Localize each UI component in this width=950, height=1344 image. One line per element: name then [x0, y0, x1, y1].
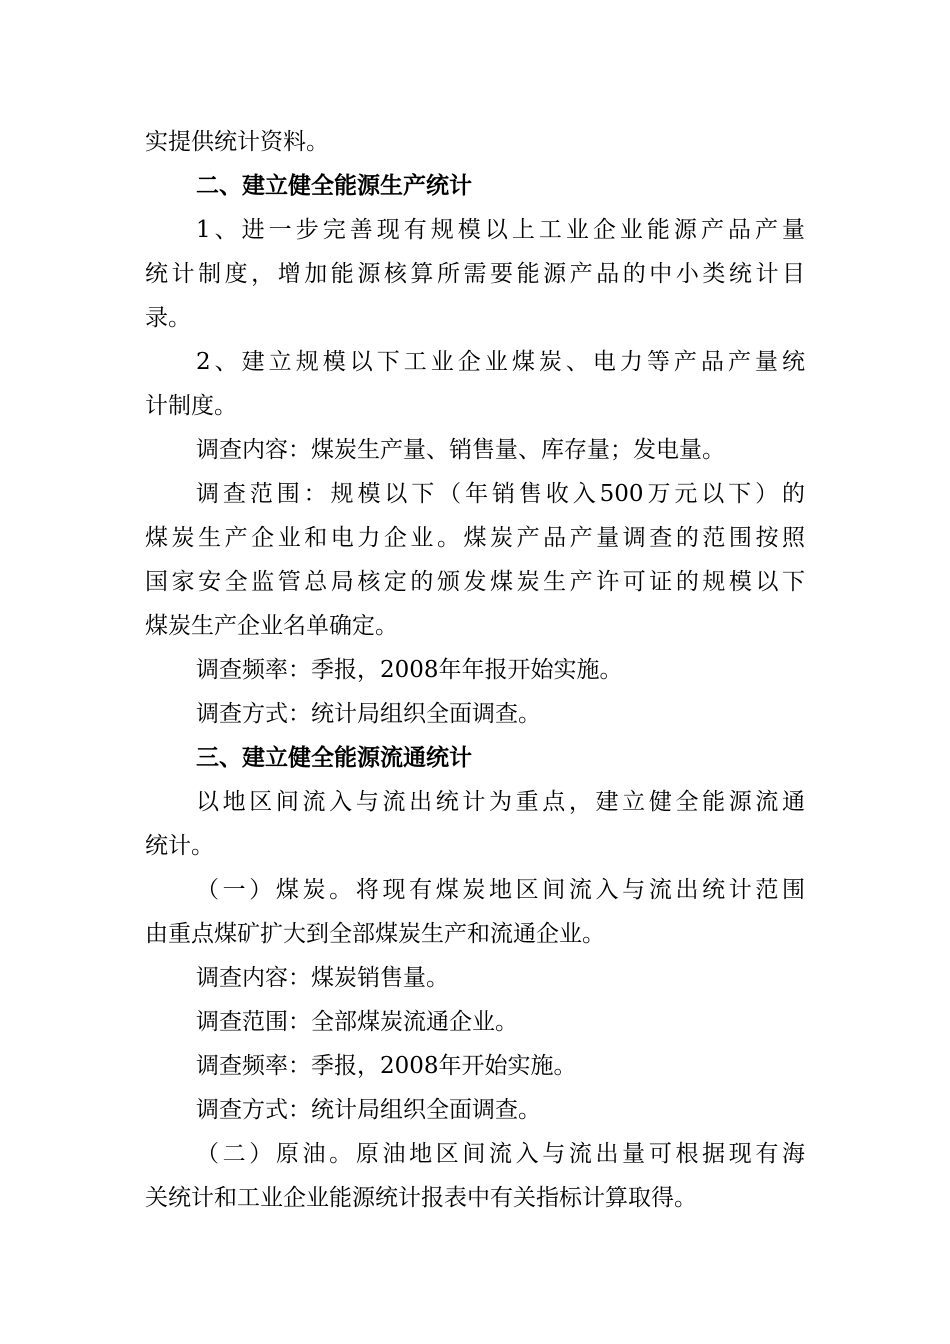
paragraph-line: 国家安全监管总局核定的颁发煤炭生产许可证的规模以下	[145, 569, 805, 595]
paragraph-line: 调查方式：统计局组织全面调查。	[196, 701, 541, 727]
paragraph-line: 调查方式：统计局组织全面调查。	[196, 1097, 541, 1123]
paragraph-line: 计制度。	[145, 393, 237, 419]
paragraph-line: 煤炭生产企业名单确定。	[145, 613, 398, 639]
paragraph-line: 调查内容：煤炭销售量。	[196, 965, 449, 991]
paragraph-line: 1、进一步完善现有规模以上工业企业能源产品产量	[196, 217, 805, 243]
paragraph-line: 由重点煤矿扩大到全部煤炭生产和流通企业。	[145, 921, 605, 947]
paragraph-line: 统计制度，增加能源核算所需要能源产品的中小类统计目	[145, 261, 805, 287]
paragraph-line: 2、建立规模以下工业企业煤炭、电力等产品产量统	[196, 349, 805, 375]
paragraph-line: 实提供统计资料。	[145, 129, 329, 155]
paragraph-line: 统计。	[145, 833, 214, 859]
paragraph-line: 关统计和工业企业能源统计报表中有关指标计算取得。	[145, 1185, 697, 1211]
paragraph-line: 调查范围：规模以下（年销售收入500万元以下）的	[196, 481, 805, 507]
paragraph-line: （二）原油。原油地区间流入与流出量可根据现有海	[196, 1141, 805, 1167]
paragraph-line: （一）煤炭。将现有煤炭地区间流入与流出统计范围	[196, 877, 805, 903]
paragraph-line: 调查范围：全部煤炭流通企业。	[196, 1009, 518, 1035]
paragraph-line: 煤炭生产企业和电力企业。煤炭产品产量调查的范围按照	[145, 525, 805, 551]
paragraph-line: 调查频率：季报，2008年年报开始实施。	[196, 657, 623, 683]
paragraph-line: 调查频率：季报，2008年开始实施。	[196, 1053, 577, 1079]
paragraph-line: 调查内容：煤炭生产量、销售量、库存量；发电量。	[196, 437, 725, 463]
section-heading: 二、建立健全能源生产统计	[196, 173, 472, 199]
section-heading: 三、建立健全能源流通统计	[196, 745, 472, 771]
paragraph-line: 录。	[145, 305, 191, 331]
paragraph-line: 以地区间流入与流出统计为重点，建立健全能源流通	[196, 789, 805, 815]
